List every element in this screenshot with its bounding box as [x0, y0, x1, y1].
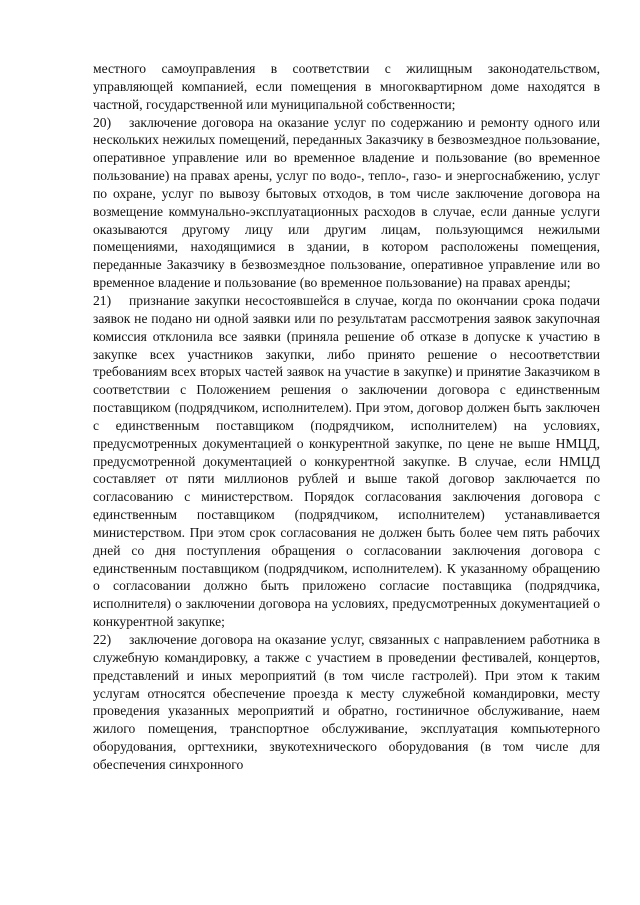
list-item-22 [93, 631, 600, 774]
item-number: 21) [93, 292, 112, 308]
document-page [93, 60, 600, 774]
item-text: заключение договора на оказание услуг по содержанию и ремонту одного или нескольких нежилых помещений, переданных Заказчику в безвозмездное пользование, оперативное управление или во временное владение и пользование (во временное пользование) на правах арены, услуг по водо-, тепло-, газо- и энергоснабжению, услуг по охране, услуг по вывозу бытовых отходов, в том числе заключение договора на возмещение коммунально-эксплуатационных расходов в случае, если данные услуги оказываются другому лицу или другим лицам, пользующимся нежилыми помещениями, находящимися в здании, в котором расположены помещения, переданные Заказчику в безвозмездное пользование, оперативное управление или во временное владение и пользование (во временное пользование) на правах аренды; [93, 114, 600, 291]
item-text: признание закупки несостоявшейся в случае, когда по окончании срока подачи заявок не подано ни одной заявки или по результатам рассмотрения заявок закупочная комиссия отклонила все заявки (приняла решение об отказе в допуске к участию в закупке всех участников закупки, либо принято решение о несоответствии требованиям всех вторых частей заявок на участие в закупке) и принятие Заказчиком в соответствии с Положением решения о заключении договора с единственным поставщиком (подрядчиком, исполнителем). При этом, договор должен быть заключен с единственным поставщиком (подрядчиком, исполнителем) на условиях, предусмотренных документацией о конкурентной закупке, по цене не выше НМЦД, предусмотренной документацией о конкурентной закупке. В случае, если НМЦД составляет от пяти миллионов рублей и выше такой договор заключается по согласованию с министерством. Порядок согласования заключения договора с единственным поставщиком (подрядчиком, исполнителем) устанавливается министерством. При этом срок согласования не должен быть более чем пять рабочих дней со дня поступления обращения о согласовании заключения договора с единственным поставщиком (подрядчиком, исполнителем). К указанному обращению о согласовании должно быть приложено согласие поставщика (подрядчика, исполнителя) о заключении договора на условиях, предусмотренных документацией о конкурентной закупке; [93, 292, 600, 630]
item-number: 20) [93, 114, 112, 130]
item-number: 22) [93, 632, 112, 647]
list-item-21 [93, 292, 600, 631]
intro-paragraph: местного самоуправления в соответствии с жилищным законодательством, управляющей компанией, если помещения в многоквартирном доме находятся в частной, государственной или муниципальной собственности; [93, 61, 600, 112]
item-text: заключение договора на оказание услуг, связанных с направлением работника в служебную командировку, а также с участием в проведении фестивалей, концертов, представлений и иных мероприятий (в том числе гастролей). При этом к таким услугам относятся обеспечение проезда к месту служебной командировки, месту проведения указанных мероприятий и обратно, гостиничное обслуживание, наем жилого помещения, транспортное обслуживание, эксплуатация компьютерного оборудования, оргтехники, звукотехнического оборудования (в том числе для обеспечения синхронного [93, 632, 600, 772]
list-item-20 [93, 114, 600, 292]
